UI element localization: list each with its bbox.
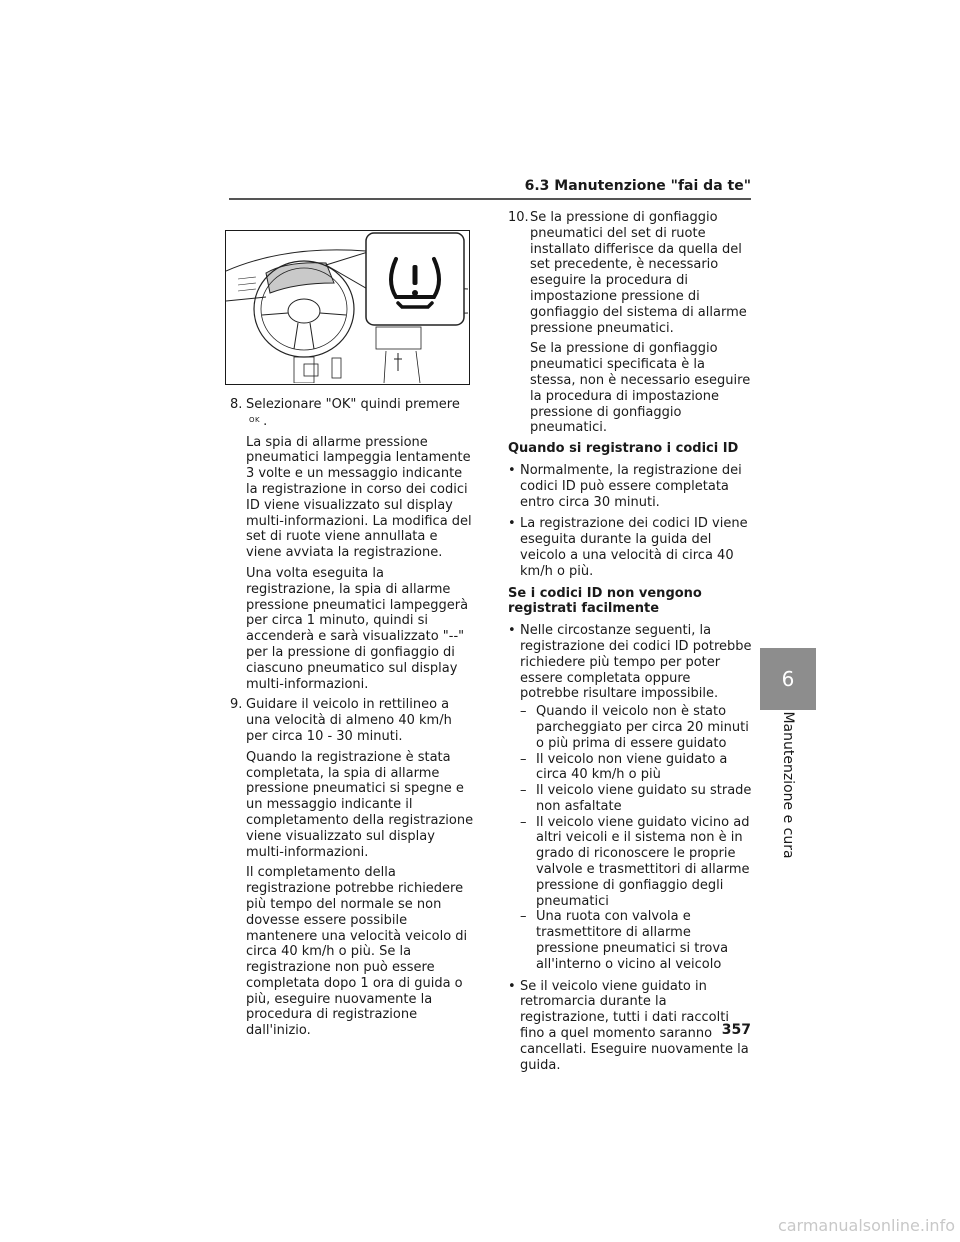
watermark: carmanualsonline.info [777,1216,955,1235]
step-number: 9. [230,697,243,713]
paragraph: Una volta eseguita la registrazione, la spia di allarme pressione pneumatici lampeggerà per circa 1 minuto, quindi si accenderà e sarà visualizzato "--" per la pressione di gonfiaggio di ciascuno pneumatico sul display multi-informazioni. [246,565,469,692]
paragraph: Quando la registrazione è stata completata, la spia di allarme pressione pneumatici si spegne e un messaggio indicante il completamento della registrazione viene visualizzato sul display multi-informazioni. [246,749,474,860]
sub-list-item: – Quando il veicolo non è stato parcheggiato per circa 20 minuti o più prima di essere guidato [520,704,749,751]
sub-list-item: – Il veicolo viene guidato su strade non asfaltate [520,783,752,814]
page-number: 357 [721,1022,751,1038]
sub-list-item: – Il veicolo viene guidato vicino ad altri veicoli e il sistema non è in grado di riconoscere le proprie valvole e trasmettitori di allarme pressione di gonfiaggio degli pneumatici [520,814,750,909]
page-header: 6.3 Manutenzione "fai da te" [524,178,751,194]
step-10 [508,210,753,336]
list-item: • Se il veicolo viene guidato in retromarcia durante la registrazione, tutti i dati raccolti fino a quel momento saranno cancellati. Eseguire nuovamente la guida. [508,978,749,1073]
chapter-label: Manutenzione e cura [780,711,796,859]
section-heading: Quando si registrano i codici ID [508,441,739,457]
sub-list-item: – Una ruota con valvola e trasmettitore di allarme pressione pneumatici si trova all'interno o vicino al veicolo [520,909,729,972]
paragraph: Il completamento della registrazione potrebbe richiedere più tempo del normale se non dovesse essere possibile mantenere una velocità veicolo di circa 40 km/h o più. Se la registrazione non può essere completata dopo 1 ora di guida o più, eseguire nuovamente la procedura di registrazione dall'inizio. [246,865,468,1039]
step-text: Selezionare "OK" quindi premere [246,397,460,412]
step-9 [230,697,475,744]
tpms-warning-light-illustration [226,231,468,383]
left-column [230,397,475,1044]
sub-list-item: – Il veicolo non viene guidato a circa 40 km/h o più [520,751,728,783]
list-item: • Nelle circostanze seguenti, la registrazione dei codici ID potrebbe richiedere più tempo per poter essere completata oppure potrebbe risultare impossibile. [508,623,752,702]
list-item: • Normalmente, la registrazione dei codici ID può essere completata entro circa 30 minuti. [508,462,742,510]
list-item: • La registrazione dei codici ID viene eseguita durante la guida del veicolo a una velocità di circa 40 km/h o più. [508,516,748,579]
header-rule [229,198,751,200]
paragraph: Se la pressione di gonfiaggio pneumatici specificata è la stessa, non è necessario eseguire la procedura di impostazione pressione di gonfiaggio pneumatici. [530,341,751,436]
right-column [508,210,753,1079]
paragraph: La spia di allarme pressione pneumatici lampeggia lentamente 3 volte e un messaggio indicante la registrazione in corso dei codici ID viene visualizzato sul display multi-informazioni. La modifica del set di ruote viene annullata e viene avviata la registrazione. [246,434,472,561]
step-8: 8. Selezionare "OK" quindi premere $^{OK}$ . [230,397,460,429]
step-number: 10. [508,210,529,225]
chapter-tab: 6 [760,648,816,710]
section-heading: Se i codici ID non vengono registrati facilmente [508,585,702,617]
step-text: Se la pressione di gonfiaggio pneumatici del set di ruote installato differisce da quella del set precedente, è necessario eseguire la procedura di impostazione pressione di gonfiaggio del sistema di allarme pressione pneumatici. [530,210,747,336]
dashboard-illustration [225,230,470,385]
ok-button-icon: OK [249,415,261,424]
step-text: Guidare il veicolo in rettilineo a una velocità di almeno 40 km/h per circa 10 - 30 minuti. [246,697,452,744]
step-number: 8. [230,397,243,412]
